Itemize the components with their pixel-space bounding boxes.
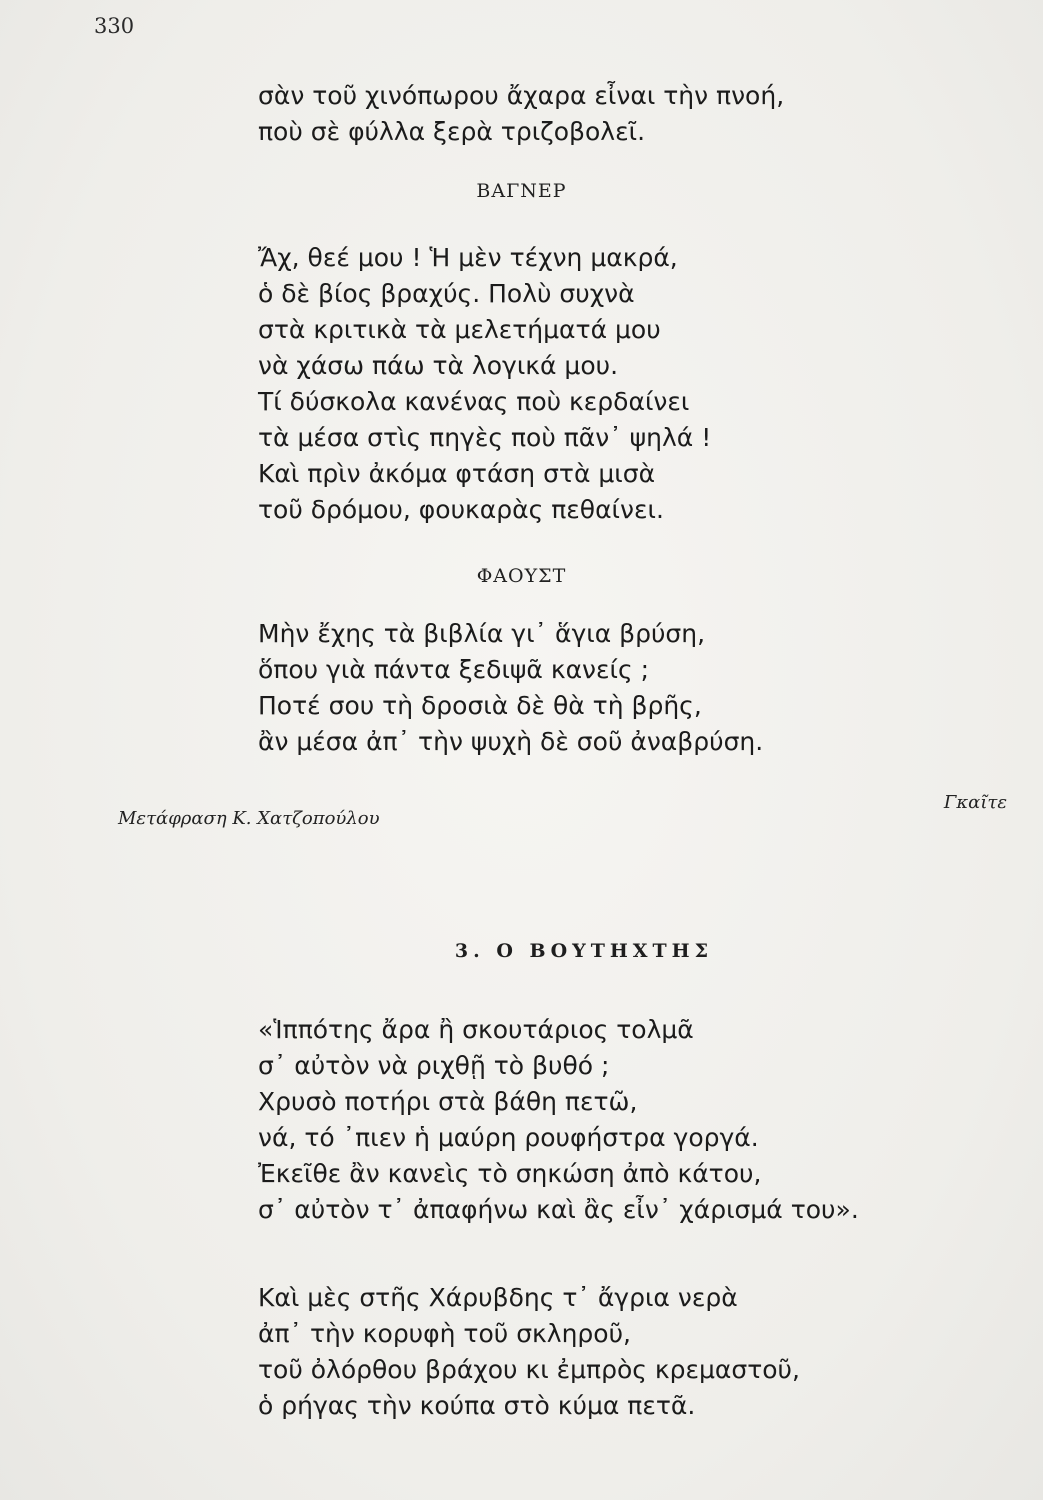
speaker-heading-faust: ΦΑΟΥΣΤ — [476, 565, 567, 587]
verse-line: ὁ ρήγας τὴν κούπα στὸ κύμα πετᾶ. — [258, 1391, 696, 1420]
author-credit: Γκαῖτε — [943, 792, 1007, 813]
verse-line: Τί δύσκολα κανένας ποὺ κερδαίνει — [258, 387, 690, 416]
stanza-3 — [258, 616, 763, 760]
verse-line: Χρυσὸ ποτήρι στὰ βάθη πετῶ, — [258, 1087, 638, 1116]
verse-line: νὰ χάσω πάω τὰ λογικά μου. — [258, 351, 619, 380]
verse-line: τοῦ δρόμου, φουκαρὰς πεθαίνει. — [258, 495, 664, 524]
verse-line: νά, τό ᾽πιεν ἡ μαύρη ρουφήστρα γοργά. — [258, 1123, 759, 1152]
verse-line: στὰ κριτικὰ τὰ μελετήματά μου — [258, 315, 661, 344]
speaker-heading-wagner: ΒΑΓΝΕΡ — [476, 180, 567, 202]
verse-line: ἀπ᾽ τὴν κορυφὴ τοῦ σκληροῦ, — [258, 1319, 631, 1348]
stanza-2 — [258, 240, 711, 528]
section-title: 3. Ο ΒΟΥΤΗΧΤΗΣ — [454, 940, 714, 962]
verse-line: Καὶ μὲς στῆς Χάρυβδης τ᾽ ἄγρια νερὰ — [258, 1283, 738, 1312]
verse-line: ὁ δὲ βίος βραχύς. Πολὺ συχνὰ — [258, 279, 635, 308]
verse-line: Μὴν ἔχης τὰ βιβλία γι᾽ ἅγια βρύση, — [258, 619, 706, 648]
stanza-5 — [258, 1280, 800, 1424]
verse-line: σὰν τοῦ χινόπωρου ἄχαρα εἶναι τὴν πνοή, — [258, 81, 785, 110]
translator-credit: Μετάφραση Κ. Χατζοπούλου — [118, 808, 380, 829]
verse-line: σ᾽ αὐτὸν νὰ ριχθῇ τὸ βυθό ; — [258, 1051, 610, 1080]
verse-line: ὅπου γιὰ πάντα ξεδιψᾶ κανείς ; — [258, 655, 650, 684]
verse-line: Ἐκεῖθε ἂν κανεὶς τὸ σηκώση ἀπὸ κάτου, — [258, 1159, 762, 1188]
stanza-4 — [258, 1012, 859, 1228]
verse-line: τὰ μέσα στὶς πηγὲς ποὺ πᾶν᾽ ψηλά ! — [258, 423, 712, 452]
verse-line: σ᾽ αὐτὸν τ᾽ ἀπαφήνω καὶ ἂς εἶν᾽ χάρισμά του». — [258, 1195, 859, 1224]
stanza-1 — [258, 78, 784, 150]
verse-line: Ποτέ σου τὴ δροσιὰ δὲ θὰ τὴ βρῆς, — [258, 691, 702, 720]
verse-line: τοῦ ὀλόρθου βράχου κι ἐμπρὸς κρεμαστοῦ, — [258, 1355, 800, 1384]
verse-line: Καὶ πρὶν ἀκόμα φτάση στὰ μισὰ — [258, 459, 656, 488]
verse-line: ποὺ σὲ φύλλα ξερὰ τριζοβολεῖ. — [258, 117, 646, 146]
verse-line: «Ἱππότης ἄρα ἢ σκουτάριος τολμᾶ — [258, 1015, 694, 1044]
page-number: 330 — [94, 14, 135, 38]
verse-line: Ἄχ, θεέ μου ! Ἡ μὲν τέχνη μακρά, — [258, 243, 678, 272]
verse-line: ἂν μέσα ἀπ᾽ τὴν ψυχὴ δὲ σοῦ ἀναβρύση. — [258, 727, 764, 756]
